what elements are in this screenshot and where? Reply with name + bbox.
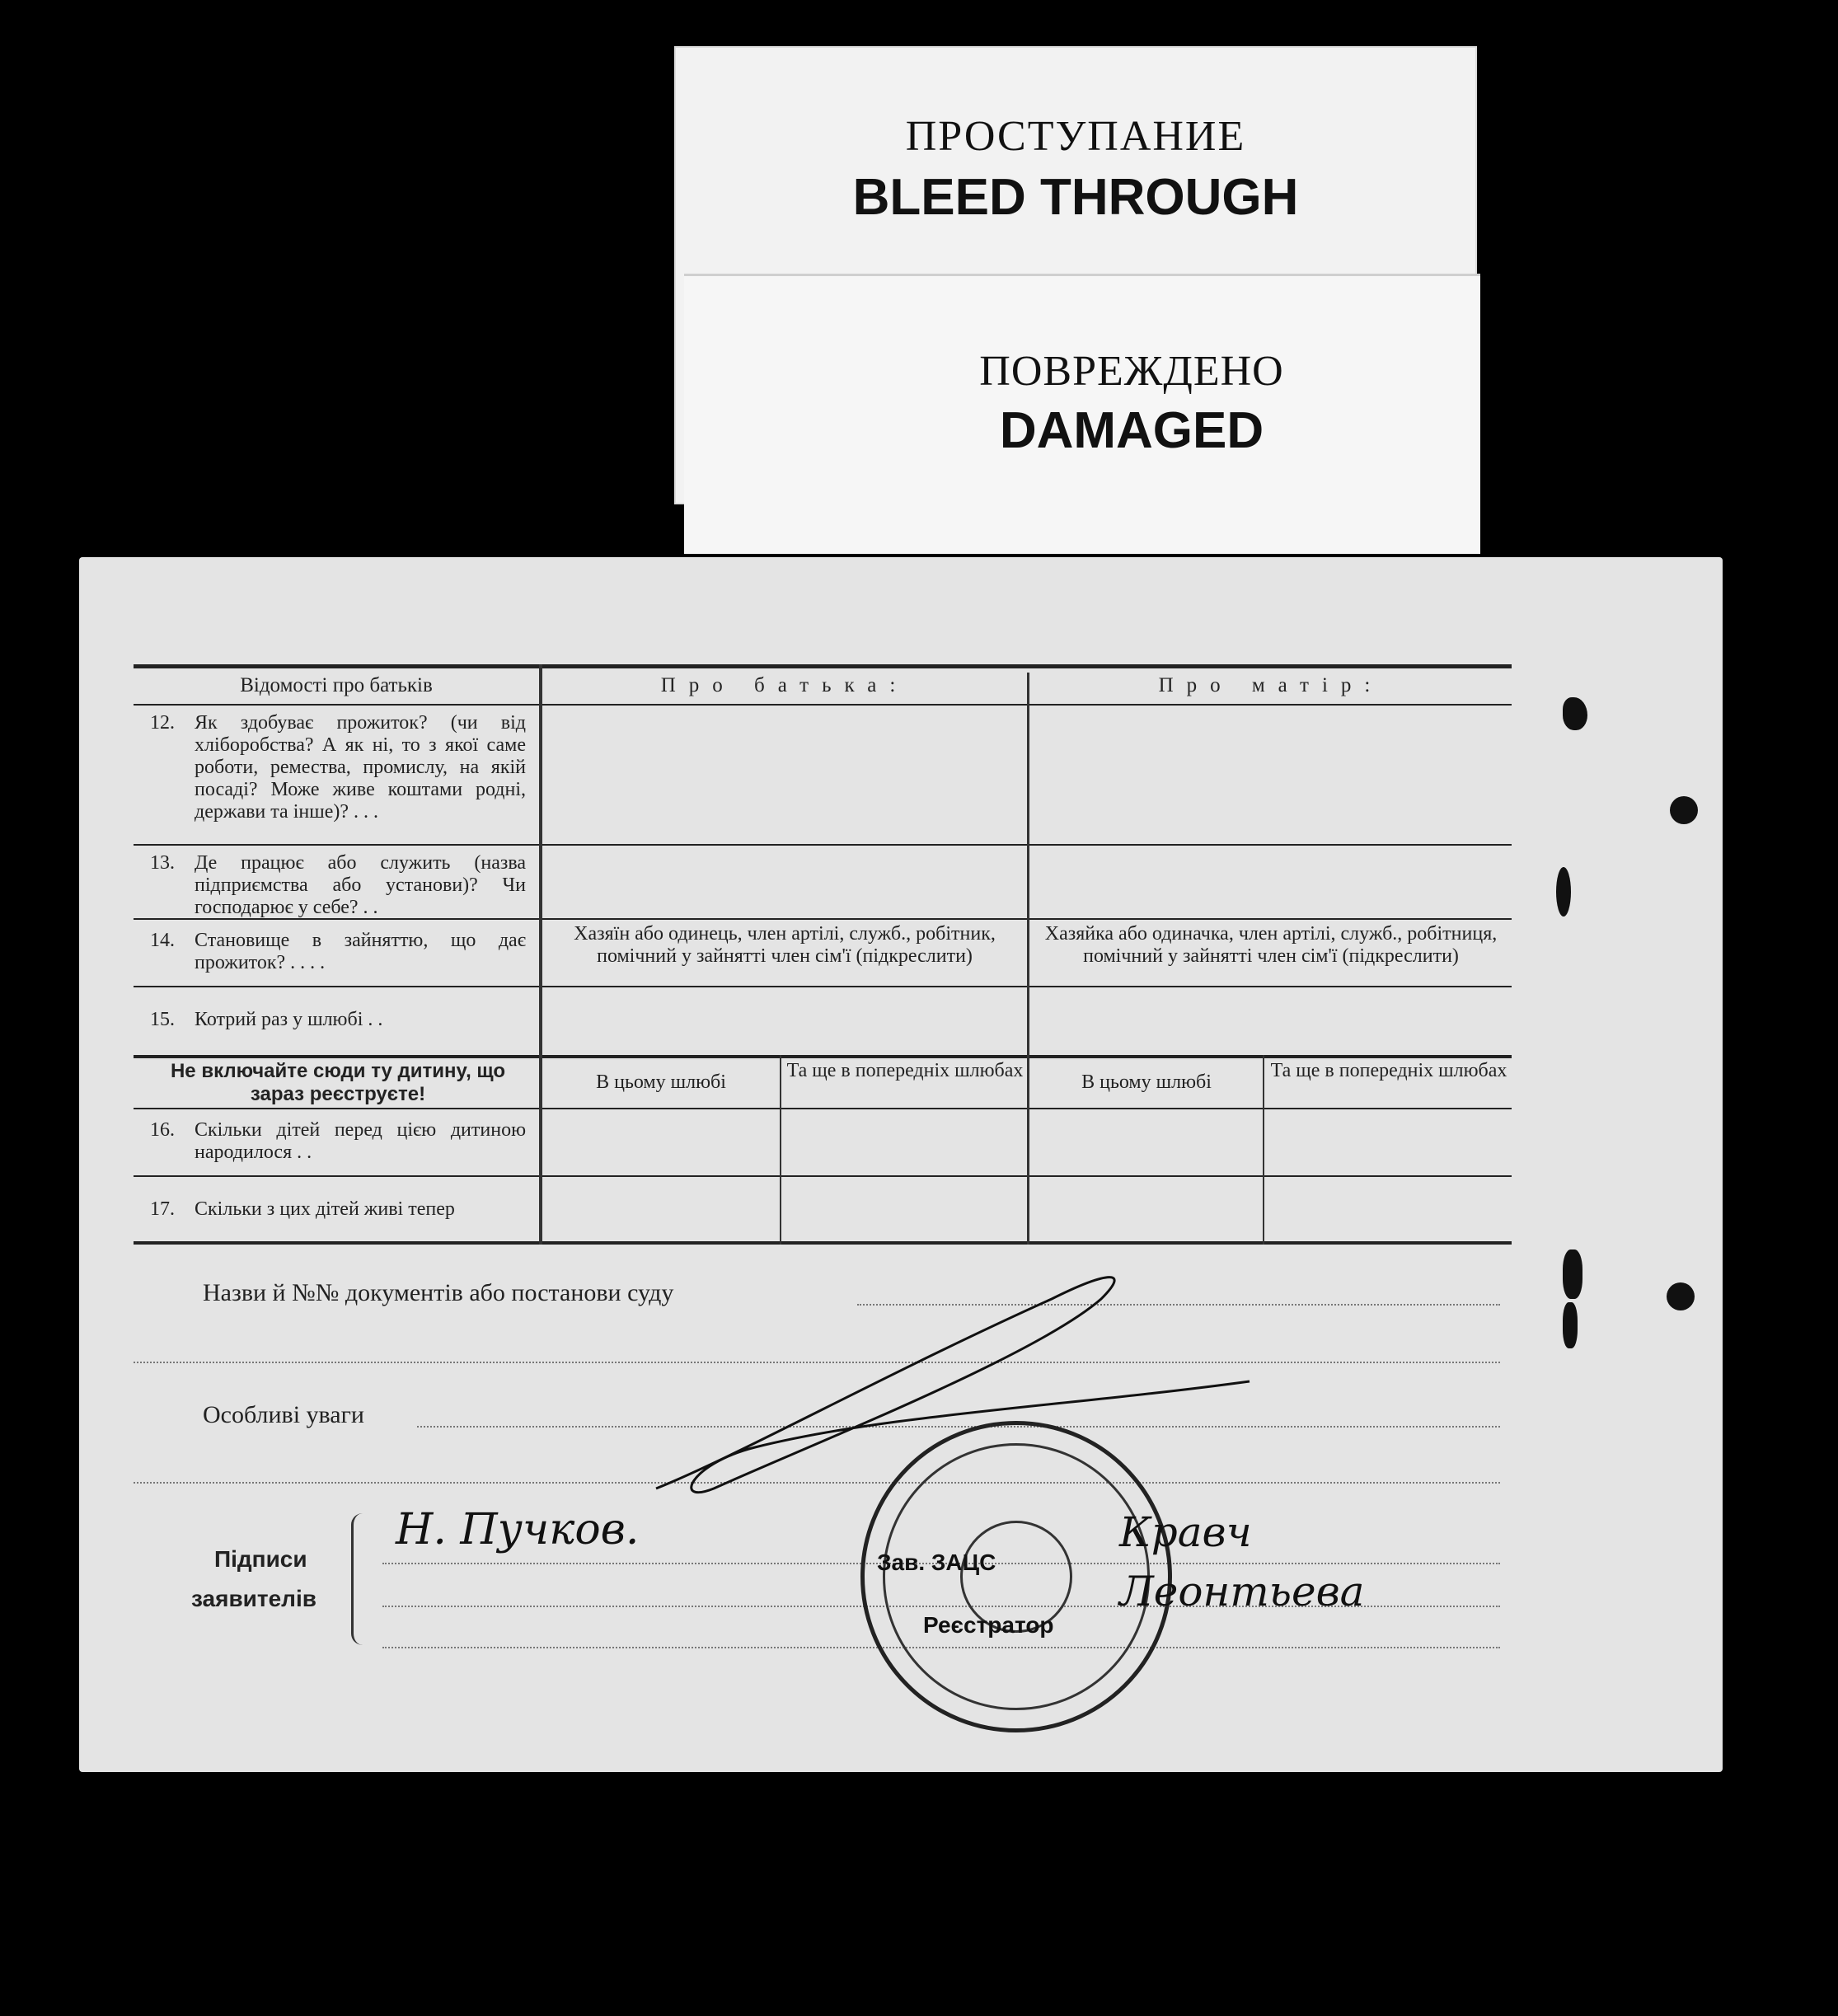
- father-previous-marriages: Та ще в попередніх шлюбах: [786, 1060, 1024, 1081]
- q17-text: Скільки з цих дітей живі тепер: [195, 1198, 455, 1220]
- signatures-brace: [351, 1513, 364, 1645]
- q15-number: 15.: [150, 1009, 175, 1030]
- binding-hole-icon: [1667, 1282, 1695, 1310]
- q15-text: Котрий раз у шлюбі . .: [195, 1009, 383, 1030]
- header-about-mother: Про матір:: [1158, 674, 1384, 696]
- parents-info-table: [134, 664, 1512, 1243]
- stamp-zav-label: Зав. ЗАЦС: [877, 1550, 996, 1575]
- damaged-en: DAMAGED: [999, 402, 1264, 459]
- q16-text: Скільки дітей перед цією дитиною народилося . .: [195, 1119, 526, 1163]
- q16-number: 16.: [150, 1119, 175, 1141]
- q12-number: 12.: [150, 712, 175, 734]
- q14-father-options: Хазяїн або одинець, член артілі, служб., робітник, помічний у зайнятті член сім'ї (підкреслити): [574, 923, 996, 967]
- mother-previous-marriages: Та ще в попередніх шлюбах: [1270, 1060, 1507, 1081]
- damage-tear-icon: [1563, 1302, 1578, 1348]
- damaged-card: [684, 274, 1480, 554]
- registrar-signature-2: Леонтьева: [1119, 1568, 1365, 1615]
- father-this-marriage: В цьому шлюбі: [596, 1071, 726, 1093]
- bleed-through-ru: ПРОСТУПАНИЕ: [905, 113, 1246, 160]
- q14-number: 14.: [150, 930, 175, 951]
- remarks-label: Особливі уваги: [203, 1401, 364, 1428]
- bleed-through-en: BLEED THROUGH: [852, 169, 1299, 226]
- signatures-label-1: Підписи: [214, 1546, 307, 1572]
- q17-number: 17.: [150, 1198, 175, 1220]
- registrar-signature-1: Кравч: [1119, 1508, 1252, 1556]
- header-about-father: Про батька:: [660, 674, 909, 696]
- header-parents-info: Відомості про батьків: [240, 674, 433, 696]
- mother-this-marriage: В цьому шлюбі: [1081, 1071, 1212, 1093]
- q13-text: Де працює або служить (назва підприємства або установи)? Чи господарює у себе? . .: [195, 852, 526, 918]
- damage-tear-icon: [1563, 1249, 1582, 1299]
- documents-label: Назви й №№ документів або постанови суду: [203, 1279, 674, 1306]
- q14-mother-options: Хазяйка або одиначка, член артілі, служб., робітниця, помічний у зайнятті член сім'ї (підкреслити): [1044, 923, 1498, 967]
- damaged-ru: ПОВРЕЖДЕНО: [979, 348, 1284, 395]
- note-exclude-child: Не включайте сюди ту дитину, що зараз реєструєте!: [170, 1060, 506, 1105]
- binding-hole-icon: [1670, 796, 1698, 824]
- q12-text: Як здобуває прожиток? (чи від хліборобства? А як ні, то з якої саме роботи, ремества, промислу, на якій посаді? Може живе коштами родні, держави та інше)? . . .: [195, 712, 526, 823]
- signatures-label-2: заявителів: [191, 1586, 316, 1611]
- damage-tear-icon: [1556, 867, 1571, 917]
- damage-tear-icon: [1563, 697, 1587, 730]
- stamp-registrar-label: Реєстратор: [923, 1612, 1054, 1638]
- applicant-signature: Н. Пучков.: [396, 1505, 640, 1554]
- q13-number: 13.: [150, 852, 175, 874]
- registrar-flourish: [640, 1249, 1266, 1513]
- q14-text: Становище в зайняттю, що дає прожиток? . . . .: [195, 930, 526, 973]
- document-sheet: [79, 557, 1723, 1772]
